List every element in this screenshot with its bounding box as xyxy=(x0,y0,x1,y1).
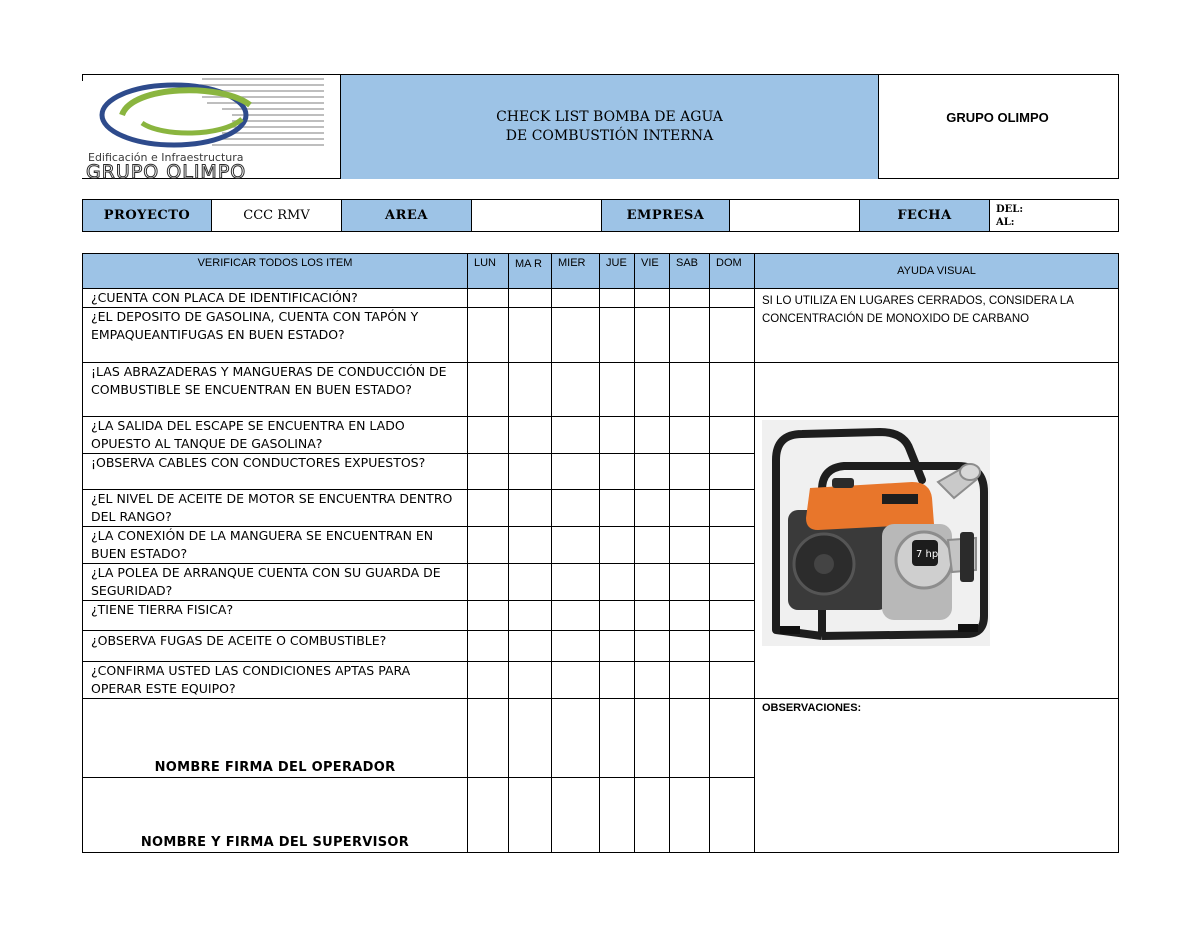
check-cell[interactable] xyxy=(600,308,635,363)
check-cell[interactable] xyxy=(468,417,509,454)
check-cell[interactable] xyxy=(600,699,635,778)
check-cell[interactable] xyxy=(710,778,755,853)
check-cell[interactable] xyxy=(468,699,509,778)
check-cell[interactable] xyxy=(635,490,670,527)
check-cell[interactable] xyxy=(552,564,600,601)
check-cell[interactable] xyxy=(600,417,635,454)
check-cell[interactable] xyxy=(509,564,552,601)
checklist-table xyxy=(82,253,1119,853)
check-cell[interactable] xyxy=(670,601,710,631)
day-header: DOM xyxy=(710,254,755,289)
check-cell[interactable] xyxy=(600,601,635,631)
check-cell[interactable] xyxy=(635,454,670,490)
check-cell[interactable] xyxy=(710,662,755,699)
check-cell[interactable] xyxy=(635,662,670,699)
check-cell[interactable] xyxy=(600,564,635,601)
check-cell[interactable] xyxy=(552,631,600,662)
check-cell[interactable] xyxy=(670,527,710,564)
check-cell[interactable] xyxy=(600,490,635,527)
empresa-label: EMPRESA xyxy=(602,200,730,231)
check-cell[interactable] xyxy=(710,454,755,490)
check-cell[interactable] xyxy=(468,527,509,564)
al-label: AL: xyxy=(996,216,1015,228)
checklist-item: ¿CUENTA CON PLACA DE IDENTIFICACIÓN? xyxy=(83,289,468,308)
check-cell[interactable] xyxy=(670,490,710,527)
day-header: MA R xyxy=(509,254,552,289)
check-cell[interactable] xyxy=(600,454,635,490)
check-cell[interactable] xyxy=(468,564,509,601)
check-cell[interactable] xyxy=(509,527,552,564)
check-cell[interactable] xyxy=(710,601,755,631)
check-cell[interactable] xyxy=(635,308,670,363)
check-cell[interactable] xyxy=(635,631,670,662)
operator-signature-row xyxy=(83,699,1119,778)
fuel-tank-shape xyxy=(806,482,934,530)
check-cell[interactable] xyxy=(552,289,600,308)
verify-header: VERIFICAR TODOS LOS ITEM xyxy=(83,254,468,289)
checklist-item: ¿TIENE TIERRA FISICA? xyxy=(83,601,468,631)
supervisor-signature-label[interactable]: NOMBRE Y FIRMA DEL SUPERVISOR xyxy=(83,778,468,853)
check-cell[interactable] xyxy=(670,417,710,454)
check-cell[interactable] xyxy=(670,363,710,417)
area-label: AREA xyxy=(342,200,472,231)
water-pump-image xyxy=(762,420,990,646)
grupo-olimpo-logo-icon xyxy=(82,75,340,179)
check-cell[interactable] xyxy=(600,662,635,699)
logo-line2: GRUPO OLIMPO xyxy=(86,161,247,179)
check-cell[interactable] xyxy=(635,417,670,454)
check-cell[interactable] xyxy=(468,778,509,853)
table-row xyxy=(83,289,1119,308)
company-logo xyxy=(82,75,340,179)
checklist-item: ¿OBSERVA FUGAS DE ACEITE O COMBUSTIBLE? xyxy=(83,631,468,662)
check-cell[interactable] xyxy=(710,527,755,564)
check-cell[interactable] xyxy=(509,662,552,699)
check-cell[interactable] xyxy=(468,363,509,417)
check-cell[interactable] xyxy=(710,490,755,527)
day-header: LUN xyxy=(468,254,509,289)
title-line-2: DE COMBUSTIÓN INTERNA xyxy=(505,128,714,144)
check-cell[interactable] xyxy=(670,454,710,490)
checklist-item: ¡LAS ABRAZADERAS Y MANGUERAS DE CONDUCCIÓN DE COMBUSTIBLE SE ENCUENTRAN EN BUEN ESTADO? xyxy=(83,363,468,417)
pump-image-cell xyxy=(755,417,1119,699)
day-header: VIE xyxy=(635,254,670,289)
check-cell[interactable] xyxy=(635,289,670,308)
check-cell[interactable] xyxy=(552,527,600,564)
observations-box[interactable]: OBSERVACIONES: xyxy=(755,699,1119,853)
document-title xyxy=(340,75,879,179)
day-header: SAB xyxy=(670,254,710,289)
check-cell[interactable] xyxy=(600,778,635,853)
check-cell[interactable] xyxy=(670,699,710,778)
checklist-item: ¿EL NIVEL DE ACEITE DE MOTOR SE ENCUENTRA DENTRO DEL RANGO? xyxy=(83,490,468,527)
check-cell[interactable] xyxy=(468,289,509,308)
check-cell[interactable] xyxy=(552,699,600,778)
operator-signature-label[interactable]: NOMBRE FIRMA DEL OPERADOR xyxy=(83,699,468,778)
check-cell[interactable] xyxy=(635,601,670,631)
check-cell[interactable] xyxy=(468,454,509,490)
check-cell[interactable] xyxy=(710,363,755,417)
check-cell[interactable] xyxy=(710,417,755,454)
fecha-dates[interactable] xyxy=(990,200,1118,231)
check-cell[interactable] xyxy=(670,631,710,662)
checklist-item: ¿LA CONEXIÓN DE LA MANGUERA SE ENCUENTRAN EN BUEN ESTADO? xyxy=(83,527,468,564)
fecha-label: FECHA xyxy=(860,200,990,231)
checklist-item: ¿LA SALIDA DEL ESCAPE SE ENCUENTRA EN LADO OPUESTO AL TANQUE DE GASOLINA? xyxy=(83,417,468,454)
check-cell[interactable] xyxy=(710,631,755,662)
check-cell[interactable] xyxy=(468,308,509,363)
table-header-row xyxy=(83,254,1119,289)
visual-note: SI LO UTILIZA EN LUGARES CERRADOS, CONSIDERA LA CONCENTRACIÓN DE MONOXIDO DE CARBANO xyxy=(755,289,1119,363)
check-cell[interactable] xyxy=(710,564,755,601)
check-cell[interactable] xyxy=(509,363,552,417)
check-cell[interactable] xyxy=(468,490,509,527)
document-header xyxy=(82,74,1119,179)
check-cell[interactable] xyxy=(468,601,509,631)
day-header: MIER xyxy=(552,254,600,289)
check-cell[interactable] xyxy=(552,778,600,853)
check-cell[interactable] xyxy=(509,289,552,308)
check-cell[interactable] xyxy=(468,662,509,699)
del-label: DEL: xyxy=(996,203,1024,215)
check-cell[interactable] xyxy=(670,564,710,601)
table-row xyxy=(83,363,1119,417)
checklist-item: ¿CONFIRMA USTED LAS CONDICIONES APTAS PARA OPERAR ESTE EQUIPO? xyxy=(83,662,468,699)
check-cell[interactable] xyxy=(670,308,710,363)
proyecto-value[interactable]: CCC RMV xyxy=(212,200,342,231)
check-cell[interactable] xyxy=(635,699,670,778)
check-cell[interactable] xyxy=(552,363,600,417)
logo-line1: Edificación e Infraestructura xyxy=(88,151,244,164)
check-cell[interactable] xyxy=(635,778,670,853)
check-cell[interactable] xyxy=(468,631,509,662)
info-row xyxy=(82,199,1119,232)
check-cell[interactable] xyxy=(552,490,600,527)
company-name: GRUPO OLIMPO xyxy=(946,110,1049,125)
check-cell[interactable] xyxy=(710,308,755,363)
check-cell[interactable] xyxy=(670,662,710,699)
pump-badge: 7 hp xyxy=(916,549,939,560)
check-cell[interactable] xyxy=(552,662,600,699)
check-cell[interactable] xyxy=(552,454,600,490)
check-cell[interactable] xyxy=(552,601,600,631)
check-cell[interactable] xyxy=(635,363,670,417)
check-cell[interactable] xyxy=(509,454,552,490)
check-cell[interactable] xyxy=(710,699,755,778)
area-value[interactable] xyxy=(472,200,602,231)
check-cell[interactable] xyxy=(509,699,552,778)
visual-header: AYUDA VISUAL xyxy=(755,254,1119,289)
check-cell[interactable] xyxy=(635,527,670,564)
checklist-item: ¿LA POLEA DE ARRANQUE CUENTA CON SU GUARDA DE SEGURIDAD? xyxy=(83,564,468,601)
empresa-value[interactable] xyxy=(730,200,860,231)
check-cell[interactable] xyxy=(509,631,552,662)
visual-empty-cell xyxy=(755,363,1119,417)
check-cell[interactable] xyxy=(509,308,552,363)
check-cell[interactable] xyxy=(600,363,635,417)
check-cell[interactable] xyxy=(509,490,552,527)
check-cell[interactable] xyxy=(509,601,552,631)
check-cell[interactable] xyxy=(552,417,600,454)
checklist-item: ¿EL DEPOSITO DE GASOLINA, CUENTA CON TAPÓN Y EMPAQUEANTIFUGAS EN BUEN ESTADO? xyxy=(83,308,468,363)
day-header: JUE xyxy=(600,254,635,289)
check-cell[interactable] xyxy=(710,289,755,308)
proyecto-label: PROYECTO xyxy=(83,200,212,231)
check-cell[interactable] xyxy=(600,289,635,308)
check-cell[interactable] xyxy=(600,527,635,564)
table-row xyxy=(83,417,1119,454)
check-cell[interactable] xyxy=(552,308,600,363)
title-line-1: CHECK LIST BOMBA DE AGUA xyxy=(496,109,723,125)
check-cell[interactable] xyxy=(600,631,635,662)
checklist-item: ¡OBSERVA CABLES CON CONDUCTORES EXPUESTOS? xyxy=(83,454,468,490)
check-cell[interactable] xyxy=(509,417,552,454)
check-cell[interactable] xyxy=(670,289,710,308)
check-cell[interactable] xyxy=(670,778,710,853)
check-cell[interactable] xyxy=(509,778,552,853)
check-cell[interactable] xyxy=(635,564,670,601)
